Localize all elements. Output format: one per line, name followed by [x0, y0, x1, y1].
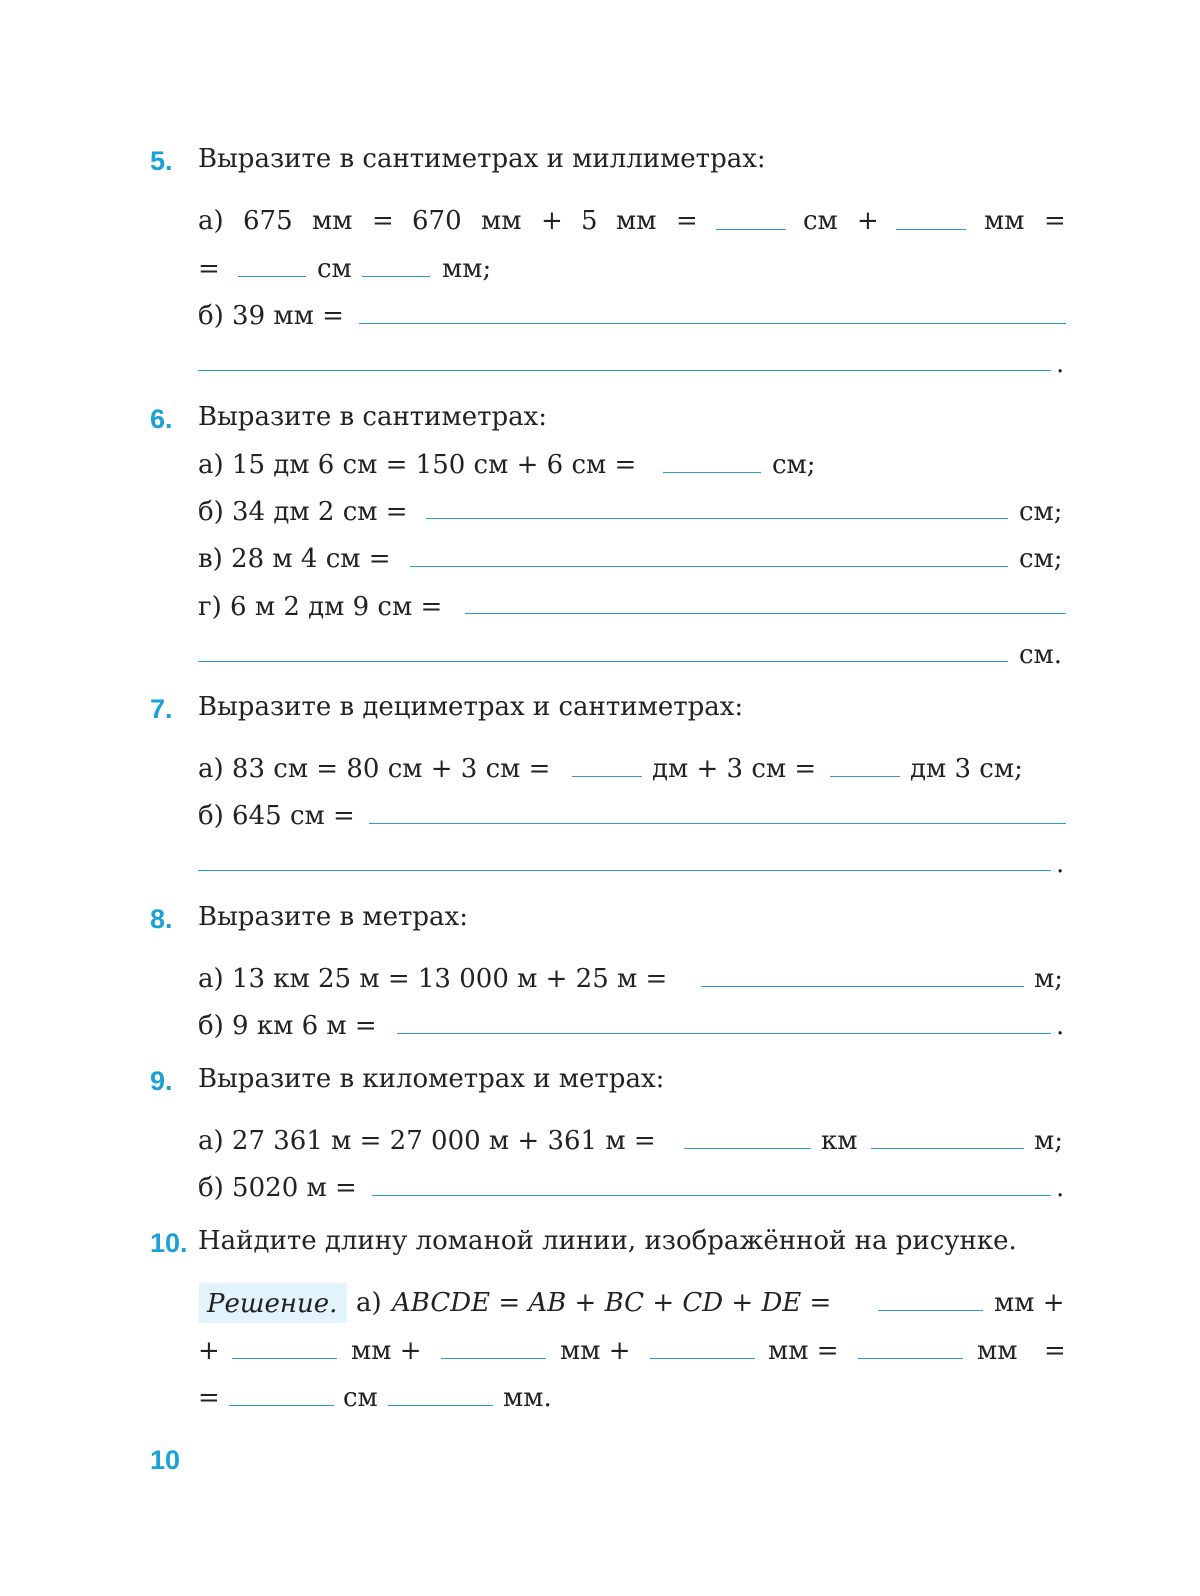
task-6c-end: см;	[1019, 544, 1063, 574]
task-5b-end: .	[1056, 349, 1065, 379]
task-10a-label: а)	[356, 1288, 382, 1318]
task-5a-eq3: =	[1044, 206, 1066, 236]
task-9a-text: а) 27 361 м = 27 000 м + 361 м =	[198, 1126, 656, 1156]
task-9b-text: б) 5020 м =	[198, 1173, 357, 1203]
task-5a-eq2: =	[676, 206, 698, 236]
task-6-title: Выразите в сантиметрах:	[198, 402, 548, 432]
task-8a-text: а) 13 км 25 м = 13 000 м + 25 м =	[198, 964, 668, 994]
task-5a-unit2: мм	[481, 206, 522, 236]
task-10-blank-bc[interactable]	[232, 1358, 337, 1359]
task-9b-blank[interactable]	[372, 1195, 1051, 1196]
task-10-line2-u4: мм	[977, 1336, 1018, 1366]
task-5-number: 5.	[150, 146, 173, 176]
task-8b-end: .	[1056, 1011, 1065, 1041]
task-5a-blank-mm-2[interactable]	[362, 276, 430, 277]
task-5a-cont-cm: см	[317, 254, 352, 284]
task-9-number: 9.	[150, 1066, 173, 1096]
task-7a-blank-dm-2[interactable]	[830, 776, 900, 777]
task-10-blank-cd[interactable]	[441, 1358, 546, 1359]
task-10-blank-de[interactable]	[650, 1358, 755, 1359]
task-9a-end: м;	[1034, 1126, 1063, 1156]
task-5a-blank-cm[interactable]	[716, 229, 786, 230]
task-5a-cm: см	[803, 206, 838, 236]
task-9-title: Выразите в километрах и метрах:	[198, 1064, 665, 1094]
task-10-line2-u2: мм +	[560, 1336, 631, 1366]
task-6d-blank-2[interactable]	[198, 661, 1008, 662]
task-10-line2-u3: мм =	[768, 1336, 839, 1366]
solution-label: Решение.	[207, 1289, 338, 1319]
task-8-title: Выразите в метрах:	[198, 902, 468, 932]
task-10-number: 10.	[150, 1228, 188, 1258]
task-6b-blank[interactable]	[426, 518, 1008, 519]
task-5b-blank-2[interactable]	[198, 370, 1051, 371]
task-6d-end: см.	[1019, 640, 1063, 670]
task-9b-end: .	[1056, 1173, 1065, 1203]
task-7a-text: а) 83 см = 80 см + 3 см =	[198, 754, 551, 784]
task-6a-text: а) 15 дм 6 см = 150 см + 6 см =	[198, 450, 637, 480]
task-6c-blank[interactable]	[410, 566, 1008, 567]
task-6b-text: б) 34 дм 2 см =	[198, 497, 408, 527]
task-10-blank-total-mm[interactable]	[858, 1358, 963, 1359]
task-5a-num1: 675	[243, 206, 293, 236]
task-6a-blank[interactable]	[663, 472, 761, 473]
task-7a-blank-dm[interactable]	[572, 776, 642, 777]
task-5a-cont-eq: =	[198, 254, 220, 284]
task-7-title: Выразите в дециметрах и сантиметрах:	[198, 692, 744, 722]
task-6-number: 6.	[150, 404, 173, 434]
task-10-unit-1: мм +	[994, 1288, 1065, 1318]
task-8b-text: б) 9 км 6 м =	[198, 1011, 377, 1041]
task-7b-blank-2[interactable]	[198, 870, 1051, 871]
task-8a-end: м;	[1034, 964, 1063, 994]
task-8a-blank[interactable]	[701, 986, 1024, 987]
task-5a-plus2: +	[857, 206, 879, 236]
task-7a-end: дм 3 см;	[910, 754, 1023, 784]
task-10-title: Найдите длину ломаной линии, изображённой на рисунке.	[198, 1226, 1017, 1256]
task-5a-cont-mm: мм;	[442, 254, 492, 284]
task-5a-label: а)	[198, 206, 224, 236]
task-6a-end: см;	[772, 450, 816, 480]
task-7-number: 7.	[150, 694, 173, 724]
page-number: 10	[150, 1445, 181, 1475]
task-10-blank-cm[interactable]	[229, 1405, 334, 1406]
task-5a-num2: 670	[412, 206, 462, 236]
task-6c-text: в) 28 м 4 см =	[198, 544, 391, 574]
task-5a-unit3: мм	[616, 206, 657, 236]
task-7b-blank[interactable]	[369, 823, 1066, 824]
task-10-line2-eq: =	[1044, 1336, 1066, 1366]
task-10-blank-ab[interactable]	[878, 1310, 983, 1311]
task-6d-blank[interactable]	[465, 613, 1066, 614]
task-5a-blank-cm-2[interactable]	[238, 276, 306, 277]
task-7b-text: б) 645 см =	[198, 801, 355, 831]
task-5-title: Выразите в сантиметрах и миллиметрах:	[198, 144, 766, 174]
task-9a-blank-m[interactable]	[871, 1148, 1024, 1149]
task-5a-plus: +	[541, 206, 563, 236]
task-10a-expression: ABCDE = AB + BC + CD + DE =	[392, 1288, 832, 1318]
task-10-line2-plus: +	[198, 1336, 220, 1366]
task-6d-text: г) 6 м 2 дм 9 см =	[198, 592, 443, 622]
task-5a-eq1: =	[372, 206, 394, 236]
task-5b-blank[interactable]	[359, 323, 1066, 324]
task-10-line3-cm: см	[343, 1383, 378, 1413]
task-10-line2-u1: мм +	[351, 1336, 422, 1366]
task-8-number: 8.	[150, 904, 173, 934]
task-5a-unit1: мм	[312, 206, 353, 236]
task-7b-end: .	[1056, 849, 1065, 879]
task-5a-mm: мм	[984, 206, 1025, 236]
task-7a-mid: дм + 3 см =	[652, 754, 817, 784]
task-10-line3-eq: =	[198, 1383, 220, 1413]
task-5a-blank-mm[interactable]	[896, 229, 966, 230]
task-9a-blank-km[interactable]	[684, 1148, 811, 1149]
task-9a-mid: км	[821, 1126, 858, 1156]
task-6b-end: см;	[1019, 497, 1063, 527]
task-8b-blank[interactable]	[397, 1033, 1051, 1034]
task-5b-text: б) 39 мм =	[198, 301, 344, 331]
task-5a-num3: 5	[581, 206, 598, 236]
task-10-blank-mm[interactable]	[388, 1405, 493, 1406]
task-10-line3-mm: мм.	[503, 1383, 552, 1413]
